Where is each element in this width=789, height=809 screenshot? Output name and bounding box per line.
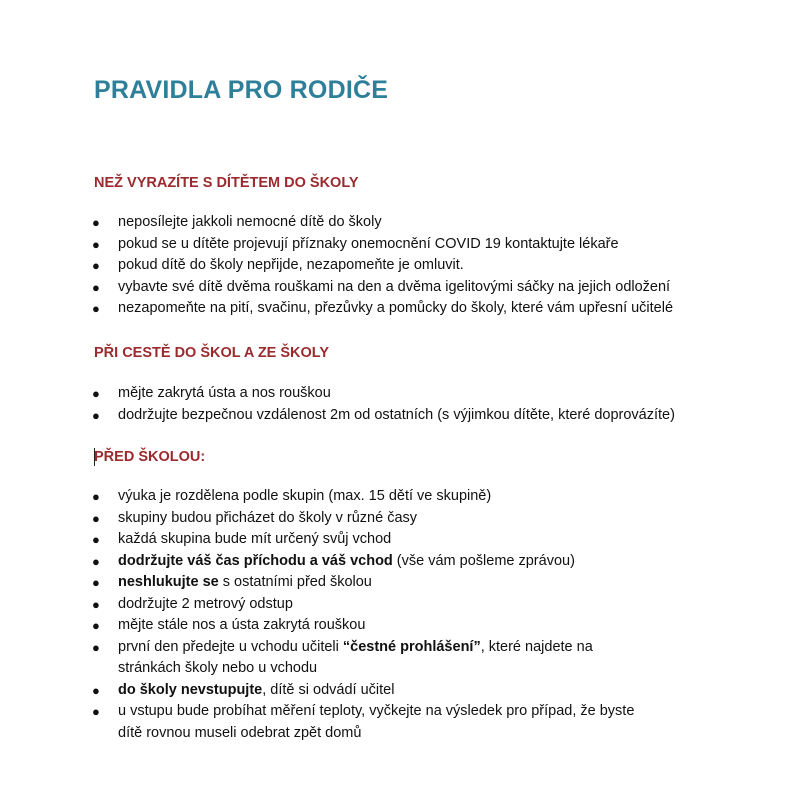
bullet-icon: ● xyxy=(92,489,100,504)
list-item-line: dítě rovnou museli odebrat zpět domů xyxy=(118,724,362,741)
list-item-line: první den předejte u vchodu učiteli “čestné prohlášení”, které najdete na xyxy=(118,638,593,655)
bullet-icon: ● xyxy=(92,386,100,401)
bullet-icon: ● xyxy=(92,407,100,423)
bullet-icon: ● xyxy=(92,510,100,526)
list-item-line: stránkách školy nebo u vchodu xyxy=(118,660,318,676)
bullet-icon: ● xyxy=(92,682,100,698)
bullet-icon: ● xyxy=(92,596,100,612)
list-item: ● mějte stále nos a ústa zakrytá rouškou xyxy=(0,615,789,637)
list-item: ● do školy nevstupujte, dítě si odvádí učitel xyxy=(0,680,789,702)
list-item xyxy=(0,637,789,680)
list-item: ● neshlukujte se s ostatními před školou xyxy=(0,572,789,594)
bullet-icon: ● xyxy=(92,618,100,633)
bullet-icon: ● xyxy=(92,532,100,547)
list-item: ● nezapomeňte na pití, svačinu, přezůvky a pomůcky do školy, které vám upřesní učitelé xyxy=(0,298,789,320)
list-item: ● pokud dítě do školy nepřijde, nezapomeňte je omluvit. xyxy=(0,255,789,277)
document-title: PRAVIDLA PRO RODIČE xyxy=(94,76,389,104)
bullet-icon: ● xyxy=(92,236,100,252)
bullet-icon: ● xyxy=(92,279,100,295)
bullet-icon: ● xyxy=(92,704,100,719)
list-item: ● neposílejte jakkoli nemocné dítě do školy xyxy=(0,212,789,234)
list-item: ● vybavte své dítě dvěma rouškami na den a dvěma igelitovými sáčky na jejich odložení xyxy=(0,277,789,299)
bullet-icon: ● xyxy=(92,215,100,230)
list-item: ● mějte zakrytá ústa a nos rouškou xyxy=(0,383,789,405)
list-item: ● dodržujte 2 metrový odstup xyxy=(0,594,789,616)
bullet-icon: ● xyxy=(92,301,100,316)
list-item-line: u vstupu bude probíhat měření teploty, vyčkejte na výsledek pro případ, že byste xyxy=(118,703,635,719)
list-item xyxy=(0,701,789,744)
list-on-the-way xyxy=(0,383,789,426)
list-in-front-of-school xyxy=(0,486,789,744)
list-item: ● výuka je rozdělena podle skupin (max. 15 dětí ve skupině) xyxy=(0,486,789,508)
bullet-icon: ● xyxy=(92,639,100,655)
bullet-icon: ● xyxy=(92,553,100,569)
list-item: ● dodržujte bezpečnou vzdálenost 2m od ostatních (s výjimkou dítěte, které doprovázíte) xyxy=(0,405,789,427)
section-heading-before-school: NEŽ VYRAZÍTE S DÍTĚTEM DO ŠKOLY xyxy=(94,175,359,191)
list-item: ● skupiny budou přicházet do školy v různé časy xyxy=(0,508,789,530)
list-item: ● dodržujte váš čas příchodu a váš vchod (vše vám pošleme zprávou) xyxy=(0,551,789,573)
section-heading-on-the-way: PŘI CESTĚ DO ŠKOL A ZE ŠKOLY xyxy=(94,345,329,361)
bullet-icon: ● xyxy=(92,575,100,590)
bullet-icon: ● xyxy=(92,258,100,273)
list-item: ● pokud se u dítěte projevují příznaky onemocnění COVID 19 kontaktujte lékaře xyxy=(0,234,789,256)
list-item: ● každá skupina bude mít určený svůj vchod xyxy=(0,529,789,551)
section-heading-in-front-of-school: PŘED ŠKOLOU: xyxy=(94,449,206,465)
list-before-school xyxy=(0,212,789,320)
